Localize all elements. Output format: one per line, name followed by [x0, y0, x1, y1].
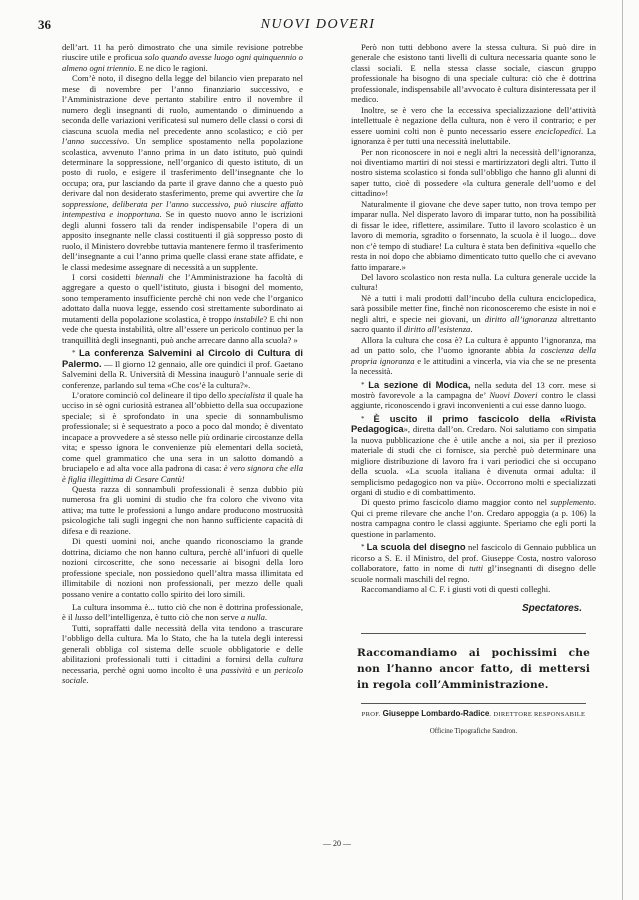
printer-credit: Officine Tipografiche Sandron.: [429, 727, 518, 736]
paragraph: [62, 602, 303, 623]
body-text: ? E chi non vede che questa instabilità, oltre all’essere un pericolo continuo per la tranquillità degli insegnanti, può anche arrecare danno alla scuola? »: [62, 313, 303, 345]
paragraph: [62, 73, 303, 272]
director-name: Giuseppe Lombardo-Radice: [382, 709, 490, 719]
body-text: . Se in questo nuovo anno le iscrizioni degli alunni fossero tali da render indispensabile l’opera di un apposito insegnante nelle classi costituenti il già soppresso posto di ruolo, il Ministero dovrebbe tuttavia mantenere fermo il trasferimento dell’insegnante a cui l’anno prima quelle classi erane state affidate, e le classi medesime assegnare di necessità a un supplente.: [62, 209, 303, 272]
body-text: dell’art. 11 ha però dimostrato che una simile revisione potrebbe riuscire utile e proficua: [62, 42, 303, 63]
body-text: dell’intelligenza, è tutto ciò che non serve: [92, 612, 241, 623]
italic-text: la soppressione, deliberata per l’anno successivo, può riuscire affatto intempestiva e inopportuna: [62, 188, 303, 220]
body-text: . E ne dico le ragioni.: [134, 62, 208, 73]
paragraph: [351, 380, 596, 411]
body-text: », diretta dall’on. Credaro. Noi salutiamo con simpatia la nuova pubblicazione che è utile anche a noi, sia per il prezioso materiale di studi che ci fornisce, sia perchè può determinare una migliore distribuzione di lavoro fra i vari periodici che si occupano della scuola. «La scuola italiana è divenuta ormai adulta: il semplicismo pedagogico non va più». Occorrono molti e specializzati organi di studio e di combattimento.: [351, 424, 596, 498]
body-text: Tutti, sopraffatti dalle necessità della vita tendono a trascurare l’obbligo della cultura. Ma lo Stato, che ha la tutela degli interessi generali obbliga col sistema delle scuole obbligatorie e delle abilitazioni professionali tutti i cittadini a fornirsi della: [62, 622, 303, 665]
director-role: DIRETTORE RESPONSABILE: [493, 711, 586, 719]
asterisk-marker: *: [72, 349, 79, 358]
left-column: [62, 42, 303, 686]
body-text: Del lavoro scolastico non resta nulla. La cultura generale uccide la cultura!: [351, 271, 596, 293]
subscription-notice: Raccomandiamo ai pochissimi che non l’hanno ancor fatto, di mettersi in regola coll’Amministrazione.: [357, 647, 590, 692]
paragraph: [351, 105, 596, 147]
body-text: nel fascicolo di Gennaio pubblica un ricorso a S. E. il Ministro, del prof. Giuseppe Costa, nostro valoroso collaboratore, fatto in nome di: [351, 542, 596, 574]
body-text: Inoltre, se è vero che la eccessiva specializzazione dell’attività intellettuale è negazione della cultura, non è vero il contrario; e per essere uomini colti non è punto necessario essere: [351, 104, 596, 136]
italic-text: passività: [221, 664, 252, 675]
paragraph: [351, 199, 596, 272]
italic-text: lusso: [74, 612, 93, 623]
body-text: necessaria, perchè ogni uomo incolto è una: [62, 664, 222, 675]
body-text: Però non tutti debbono avere la stessa cultura. Si può dire in generale che esistono tanti livelli di cultura necessaria quante sono le classi sociali. E nella stessa classe sociale, ciascun gruppo professionale ha bisogno di una speciale cultura: ciò che è dottrina professionale, indispensabile all’avvocato è cultura disinteressata per il medico.: [351, 42, 596, 105]
body-text: . Qui ci preme rilevare che anche l’on. Credaro appoggia (a p. 106) la nostra campagna contro le classi aggiunte. Speriamo che egli porti la questione in parlamento.: [351, 497, 596, 539]
paragraph: [351, 414, 596, 498]
body-text: I corsi cosidetti: [72, 271, 136, 282]
body-text: .: [264, 612, 268, 623]
folio-number: — 20 —: [323, 839, 351, 848]
paragraph: [62, 390, 303, 484]
paragraph: [351, 584, 596, 594]
body-text: — Il giorno 12 gennaio, alle ore quindici il prof. Gaetano Salvemini della R. Università di Messina inaugurò l’annuale serie di conferenze, parlando sul tema «Che cos’è la cultura?».: [62, 358, 303, 390]
italic-text: enciclopedici: [535, 125, 581, 136]
italic-text: Nuovi Doveri: [489, 389, 538, 400]
body-text: Com’è noto, il disegno della legge del bilancio vien preparato nel mese di novembre per l’anno finanziario successivo, e l’Amministrazione deve pertanto stabilire entro il novembre il numero degli insegnanti di ruolo, aumentando o diminuendo a seconda delle variazioni verificatesi sul numero delle classi o corsi di ciascuna scuola media nel precedente anno scolastico; e ciò per: [62, 73, 303, 136]
body-text: contro le classi aggiunte, riconoscendo i gravi inconvenienti a cui esse danno luogo.: [351, 389, 596, 411]
body-text: Di questi uomini noi, anche quando riconosciamo la grande dottrina, diciamo che non hanno cultura, perchè all’infuori di quelle nozioni circoscritte, che sono necessarie ai bisogni della loro professione speciale, non possiedono quell’altra massa illimitata ed illimitabile di nozioni non professionali, per mezzo delle quali possano venire a contatto collo spirito dei loro simili.: [62, 536, 303, 599]
paragraph: [351, 42, 596, 105]
body-text: .: [86, 675, 89, 686]
body-text: Per non riconoscere in noi e negli altri la necessità dell’ignoranza, noi diventiamo martiri di noi stessi e martirizzatori degli altri. Tutto il nostro sistema scolastico si fonda sull’obbligo che hanno gli alunni di saper tutto, cioè di possedere «la cultura generale dell’uomo e del cittadino»!: [351, 146, 596, 199]
right-column: [351, 42, 596, 737]
body-text: e le attitudini a vincerla, via via che se ne presenta la necessità.: [351, 355, 597, 377]
asterisk-marker: *: [361, 414, 374, 423]
body-text: Di questo primo fascicolo diamo maggior conto nel: [361, 497, 551, 508]
body-text: nella seduta del 13 corr. mese si mostrò favorevole a la campagna de’: [351, 379, 597, 400]
right-column-body: [351, 42, 596, 595]
paragraph: [62, 484, 303, 536]
body-text: Allora la cultura che cosa è? La cultura è appunto l’ignoranza, ma ad un patto solo, che l’uomo ignorante abbia: [351, 334, 596, 356]
body-text: . La ignoranza è per tutti una necessità ineluttabile.: [351, 125, 596, 147]
italic-text: specialista: [228, 389, 265, 400]
paragraph: [351, 497, 596, 539]
body-text: Raccomandiamo al C. F. i giusti voti di questi colleghi.: [361, 584, 551, 595]
paragraph: [62, 272, 303, 345]
body-text: L’oratore cominciò col delineare il tipo dello: [72, 389, 229, 400]
italic-text: l’anno successivo: [62, 136, 127, 147]
body-text: gl’insegnanti di disegno delle scuole normali maschili del regno.: [351, 563, 596, 584]
body-text: .: [470, 324, 473, 335]
body-text: Naturalmente il giovane che deve saper tutto, non trova tempo per imparar nulla. Nel disperato lavoro di imparar tutto, non ha possibilità di fissar le idee, riflettere, assimilare. Tutto il lavoro scolastico è un lavoro di memoria, sgradito o forsennato, la scuola è il luogo... dove non c’è tempo di studiare! La cultura è stata ben definitiva «quello che resta in noi dopo che abbiamo dimenticato tutto quello che ci avevano fatto imparare.»: [351, 198, 596, 272]
italic-text: biennali: [135, 271, 164, 282]
paragraph: [351, 293, 596, 335]
journal-title: NUOVI DOVERI: [260, 17, 376, 32]
section-heading: È uscito il primo fascicolo della «Rivista Pedagogica: [351, 412, 597, 435]
paragraph: [62, 536, 303, 599]
director-separator: .: [489, 710, 492, 719]
asterisk-marker: *: [361, 380, 369, 389]
signature: Spectatores.: [521, 602, 582, 614]
paragraph: [351, 272, 596, 293]
page-number: 36: [38, 17, 51, 32]
page-header: [38, 17, 598, 37]
italic-text: cultura: [278, 654, 303, 665]
paragraph: [62, 348, 303, 390]
section-heading: La sezione di Modica,: [368, 378, 471, 390]
divider-rule: [361, 703, 586, 704]
body-text: il quale ha ucciso in sè ogni curiosità estranea all’obbietto della sua occupazione speciale; si è sprofondato in una specie di sonnambulismo professionale; si è sequestrato a poco a poco dal mondo; è diventato incapace a provvedere a sè stesso nelle più ordinarie circostanze della vita; e spesso ignora le convenienze più elementari della società, come quel grammatico che una sera in un salotto domandò a bruciapelo e ad alta voce alla padrona di casa:: [62, 389, 303, 474]
body-text: La cultura insomma è... tutto ciò che non è dottrina professionale, è il: [62, 602, 303, 623]
paragraph: [62, 623, 303, 686]
italic-text: la coscienza della propria ignoranza: [351, 345, 596, 366]
body-text: Questa razza di sonnambuli professionali è senza dubbio più numerosa fra gli uomini di studio che fra coloro che vivono vita attiva; ma tutte le professioni a lungo andare producono mostruosità psicologiche tali sugli ingegni che non hanno sufficiente capacità di difesa e di reazione.: [62, 484, 303, 536]
paragraph: [351, 147, 596, 199]
body-text: Nè a tutti i mali prodotti dall’incubo della cultura enciclopedica, sarà possibile metter fine, finchè non riconosceremo che esiste in noi e negli altri, e specie nei giovani, un: [351, 292, 596, 324]
paragraph: [351, 542, 596, 584]
divider-rule: [361, 633, 586, 634]
asterisk-marker: *: [361, 543, 367, 552]
page-edge-border: [622, 0, 623, 900]
italic-text: diritto all’esistenza: [403, 324, 471, 335]
italic-text: supplemento: [550, 497, 594, 508]
section-heading: La scuola del disegno: [366, 541, 466, 553]
body-text: e un: [251, 664, 275, 675]
italic-text: diritto all’ignoranza: [484, 313, 558, 324]
italic-text: solo quando avesse luogo ogni quinquennio o almeno ogni triennio: [62, 52, 303, 73]
body-text: . Un semplice spostamento nella popolazione scolastica, avvenuto l’anno prima in un dato istituto, può quindi determinare la soppressione, nell’organico di questo istituto, di un posto di ruolo, e esigere il trasferimento dell’insegnante che lo occupa; ora, pur lasciando da parte il grave danno che a questo può derivare dal non desiderato stasferimento, preme qui avvertire che: [62, 136, 303, 199]
italic-text: a nulla: [240, 612, 265, 623]
paragraph: [351, 335, 596, 377]
italic-text: è vero signora che ella è figlia illegittima di Cesare Cantù!: [62, 463, 303, 484]
director-prefix: PROF.: [361, 711, 381, 719]
italic-text: tutti: [469, 563, 484, 574]
italic-text: instabile: [233, 313, 264, 324]
paragraph: [62, 42, 303, 73]
body-text: che l’Amministrazione ha facoltà di aggregare a questo o quell’istituto, giusta i bisogni del momento, sono temperamento insufficiente perchè chi non vede che l’organico adottato dalla nuova legge, essendo così strettamente subordinato ai mutamenti della popolazione scolastica, è troppo: [62, 271, 303, 324]
italic-text: pericolo sociale: [62, 664, 303, 686]
body-text: altrettanto sacro quanto il: [351, 313, 596, 335]
section-heading: La conferenza Salvemini al Circolo di Cultura di Palermo.: [62, 347, 303, 369]
director-line: [351, 709, 596, 720]
